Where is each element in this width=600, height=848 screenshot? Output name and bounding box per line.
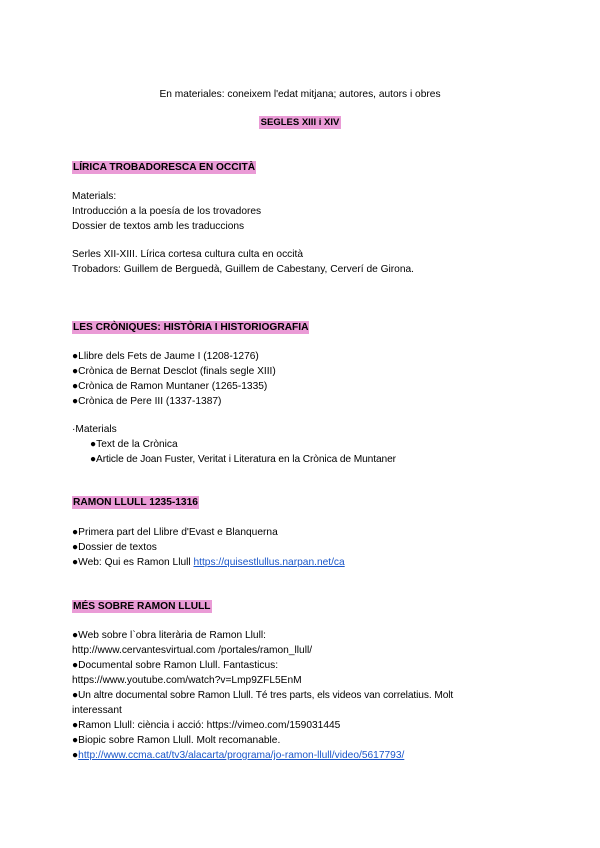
sec1-item-2: Dossier de textos amb les traduccions xyxy=(72,221,245,232)
sec3-heading: RAMON LLULL 1235-1316 xyxy=(73,497,198,508)
sec4-line-6: interessant xyxy=(72,705,122,716)
sec2-heading-wrap xyxy=(72,321,309,334)
sec4-line-7: ●Ramon Llull: ciència i acció: https://vimeo.com/159031445 xyxy=(72,720,341,731)
sec4-heading-wrap xyxy=(72,600,212,613)
sec2-bullet-1: ●Llibre dels Fets de Jaume I (1208-1276) xyxy=(72,351,259,362)
ccma-video-link[interactable]: http://www.ccma.cat/tv3/alacarta/programa/jo-ramon-llull/video/5617793/ xyxy=(78,750,405,761)
sec4-line-2: http://www.cervantesvirtual.com /portales/ramon_llull/ xyxy=(72,645,313,656)
sec1-item-1: Introducción a la poesía de los trovadores xyxy=(72,206,262,217)
sec2-bullet-4: ●Crònica de Pere III (1337-1387) xyxy=(72,396,222,407)
sec4-line-4: https://www.youtube.com/watch?v=Lmp9ZFL5EnM xyxy=(72,675,302,686)
intro-text: En materiales: coneixem l'edat mitjana; autores, autors i obres xyxy=(159,89,441,100)
sec4-line-3: ●Documental sobre Ramon Llull. Fantasticus: xyxy=(72,660,279,671)
sec1-line-1: Serles XII-XIII. Lírica cortesa cultura culta en occità xyxy=(72,249,304,260)
quisestlullus-link[interactable]: https://quisestlullus.narpan.net/ca xyxy=(193,557,345,568)
sec3-bullet-1: ●Primera part del Llibre d'Evast e Blanquerna xyxy=(72,527,278,538)
sec2-materials-label: ·Materials xyxy=(72,424,117,435)
sec3-bullet-3 xyxy=(72,556,345,569)
sec1-heading-wrap xyxy=(72,161,256,174)
sec1-materials-label: Materials: xyxy=(72,191,117,202)
sec4-line-5: ●Un altre documental sobre Ramon Llull. Té tres parts, els videos van correlatius. Molt xyxy=(72,690,454,701)
sec2-bullet-3: ●Crònica de Ramon Muntaner (1265-1335) xyxy=(72,381,268,392)
sec1-heading: LÍRICA TROBADORESCA EN OCCITÀ xyxy=(73,162,256,173)
centuries-heading: SEGLES XIII i XIV xyxy=(260,117,340,128)
sec4-heading: MÉS SOBRE RAMON LLULL xyxy=(73,601,211,612)
sec4-line-9-bullet: ● xyxy=(72,750,79,761)
sec4-line-1: ●Web sobre l`obra literària de Ramon Llull: xyxy=(72,630,266,641)
sec3-bullet-3-text: ●Web: Qui es Ramon Llull xyxy=(72,557,194,568)
sec3-heading-wrap xyxy=(72,496,199,509)
sec2-material-2: ●Article de Joan Fuster, Veritat i Literatura en la Crònica de Muntaner xyxy=(90,454,396,465)
sec3-bullet-2: ●Dossier de textos xyxy=(72,542,157,553)
sec2-heading: LES CRÒNIQUES: HISTÒRIA I HISTORIOGRAFIA xyxy=(73,322,309,333)
sec2-bullet-2: ●Crònica de Bernat Desclot (finals segle XIII) xyxy=(72,366,276,377)
sec4-line-9 xyxy=(72,749,404,762)
sec1-line-2: Trobadors: Guillem de Berguedà, Guillem de Cabestany, Cerverí de Girona. xyxy=(72,264,415,275)
centuries-heading-wrap xyxy=(0,116,600,129)
sec2-material-1: ●Text de la Crònica xyxy=(90,439,178,450)
sec4-line-8: ●Biopic sobre Ramon Llull. Molt recomanable. xyxy=(72,735,281,746)
